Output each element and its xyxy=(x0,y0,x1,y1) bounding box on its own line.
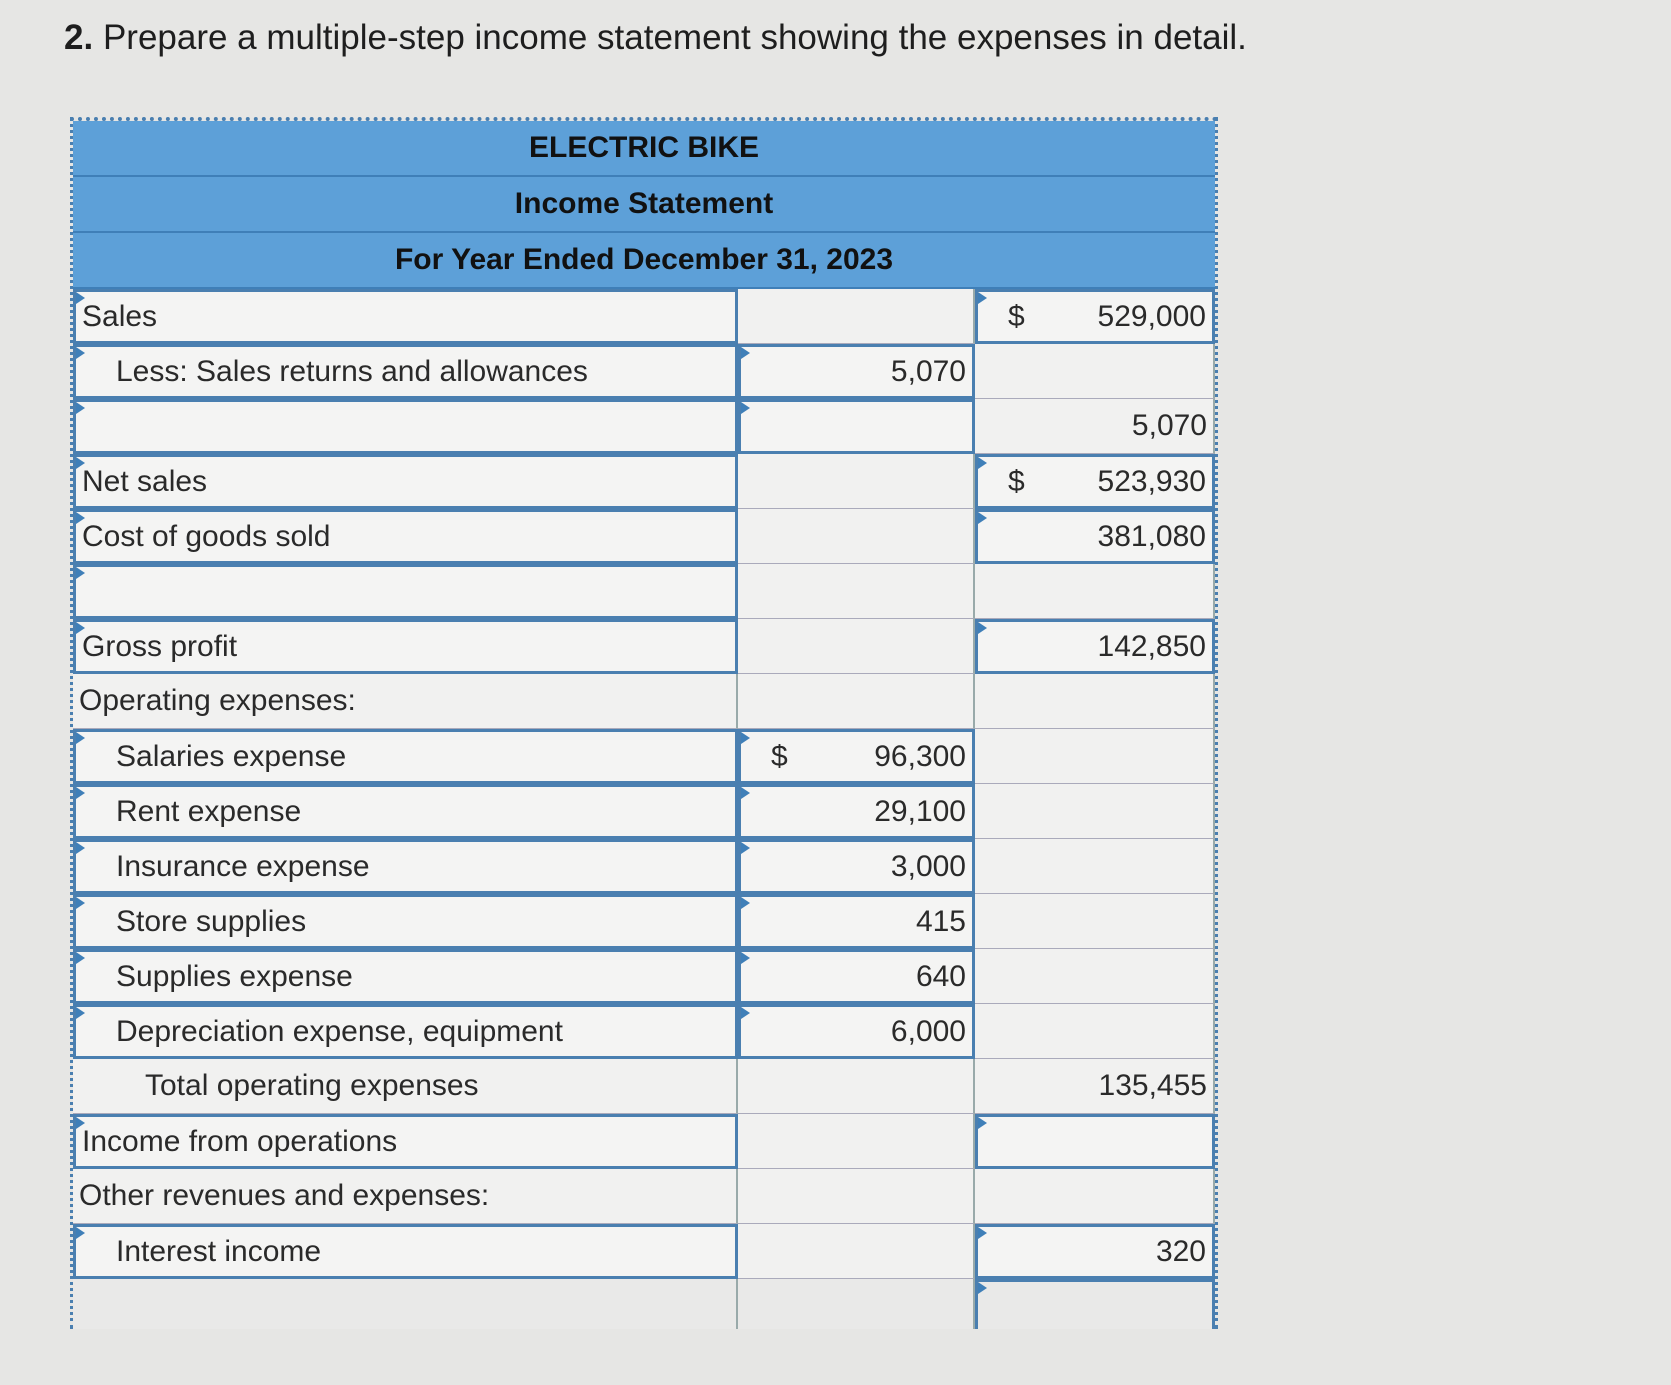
label-cell-text: Supplies expense xyxy=(116,959,353,993)
total-cell xyxy=(975,1169,1215,1224)
dollar-sign: $ xyxy=(771,739,788,773)
label-cell-text: Insurance expense xyxy=(116,849,370,883)
total-cell-text: 381,080 xyxy=(1097,519,1206,553)
question-text: Prepare a multiple-step income statement showing the expenses in detail. xyxy=(102,18,1247,57)
total-cell[interactable] xyxy=(975,289,1215,344)
table-row xyxy=(73,344,1215,399)
amount-cell[interactable] xyxy=(738,1004,975,1059)
label-cell-text: Rent expense xyxy=(116,794,302,828)
label-cell-text: Total operating expenses xyxy=(145,1069,479,1102)
total-cell xyxy=(975,344,1215,399)
table-row xyxy=(73,564,1215,619)
amount-cell[interactable] xyxy=(738,839,975,894)
amount-cell xyxy=(738,289,975,344)
label-cell-text: Depreciation expense, equipment xyxy=(116,1014,563,1048)
total-cell[interactable] xyxy=(975,619,1215,674)
amount-cell-text: 5,070 xyxy=(890,354,966,388)
amount-cell[interactable] xyxy=(738,729,975,784)
total-cell xyxy=(975,399,1215,454)
amount-cell-text: 29,100 xyxy=(874,794,966,828)
label-cell xyxy=(73,1059,738,1114)
table-row xyxy=(73,894,1215,949)
total-cell-text: 142,850 xyxy=(1097,629,1206,663)
label-cell xyxy=(73,1169,738,1224)
table-row xyxy=(73,949,1215,1004)
label-cell-text: Salaries expense xyxy=(116,739,347,773)
label-cell[interactable] xyxy=(73,564,738,619)
statement-period: For Year Ended December 31, 2023 xyxy=(73,233,1215,289)
table-row xyxy=(73,1004,1215,1059)
label-cell[interactable] xyxy=(73,729,738,784)
table-row xyxy=(73,784,1215,839)
table-row xyxy=(73,729,1215,784)
label-cell-text: Sales xyxy=(82,299,158,333)
label-cell-text: Less: Sales returns and allowances xyxy=(116,354,588,388)
label-cell[interactable] xyxy=(73,1004,738,1059)
table-row xyxy=(73,1224,1215,1279)
amount-cell xyxy=(738,619,975,674)
amount-cell xyxy=(738,509,975,564)
total-cell[interactable] xyxy=(975,454,1215,509)
total-cell[interactable] xyxy=(975,509,1215,564)
label-cell[interactable] xyxy=(73,894,738,949)
label-cell[interactable] xyxy=(73,399,738,454)
total-cell xyxy=(975,1059,1215,1114)
total-cell-text: 320 xyxy=(1155,1234,1206,1268)
amount-cell-text: 415 xyxy=(915,904,966,938)
amount-cell xyxy=(738,564,975,619)
company-name: ELECTRIC BIKE xyxy=(73,121,1215,177)
label-cell[interactable] xyxy=(73,454,738,509)
total-cell[interactable] xyxy=(975,1114,1215,1169)
label-cell[interactable] xyxy=(73,289,738,344)
label-cell-text: Other revenues and expenses: xyxy=(79,1179,490,1212)
label-cell[interactable] xyxy=(73,509,738,564)
total-cell xyxy=(975,1004,1215,1059)
label-cell xyxy=(73,674,738,729)
total-cell xyxy=(975,564,1215,619)
amount-cell[interactable] xyxy=(738,949,975,1004)
amount-cell xyxy=(738,1224,975,1279)
statement-title: Income Statement xyxy=(73,177,1215,233)
amount-cell-text: 96,300 xyxy=(874,739,966,773)
label-cell-text: Operating expenses: xyxy=(79,684,356,717)
label-cell[interactable] xyxy=(73,1114,738,1169)
amount-cell-text: 3,000 xyxy=(890,849,966,883)
table-row xyxy=(73,674,1215,729)
table-row xyxy=(73,1114,1215,1169)
total-cell-text: 135,455 xyxy=(1098,1069,1207,1102)
label-cell-text: Store supplies xyxy=(116,904,307,938)
label-cell[interactable] xyxy=(73,839,738,894)
table-row xyxy=(73,1059,1215,1114)
table-row xyxy=(73,399,1215,454)
total-cell[interactable] xyxy=(975,1224,1215,1279)
label-cell[interactable] xyxy=(73,344,738,399)
amount-cell xyxy=(738,674,975,729)
total-cell xyxy=(975,784,1215,839)
table-row xyxy=(73,454,1215,509)
total-cell-text: 5,070 xyxy=(1131,409,1207,442)
table-row xyxy=(73,289,1215,344)
total-cell xyxy=(975,674,1215,729)
table-row xyxy=(73,619,1215,674)
label-cell[interactable] xyxy=(73,1224,738,1279)
amount-cell[interactable] xyxy=(738,344,975,399)
table-row xyxy=(73,509,1215,564)
amount-cell[interactable] xyxy=(738,784,975,839)
amount-cell xyxy=(738,454,975,509)
label-cell-text: Net sales xyxy=(82,464,208,498)
amount-cell-text: 6,000 xyxy=(890,1014,966,1048)
amount-cell xyxy=(738,1279,975,1329)
total-cell xyxy=(975,839,1215,894)
amount-cell-text: 640 xyxy=(915,959,966,993)
total-input[interactable] xyxy=(975,1279,1215,1329)
amount-cell xyxy=(738,1169,975,1224)
label-cell[interactable] xyxy=(73,619,738,674)
total-cell-text: 523,930 xyxy=(1097,464,1206,498)
label-cell xyxy=(73,1279,738,1329)
amount-cell[interactable] xyxy=(738,399,975,454)
dollar-sign: $ xyxy=(1008,299,1025,333)
amount-cell[interactable] xyxy=(738,894,975,949)
label-cell[interactable] xyxy=(73,949,738,1004)
total-cell-text: 529,000 xyxy=(1097,299,1206,333)
income-statement-table xyxy=(70,117,1218,1329)
total-cell xyxy=(975,729,1215,784)
amount-cell xyxy=(738,1059,975,1114)
label-cell-text: Gross profit xyxy=(82,629,238,663)
question-number: 2. xyxy=(64,18,94,57)
total-cell xyxy=(975,894,1215,949)
dollar-sign: $ xyxy=(1008,464,1025,498)
table-row xyxy=(73,839,1215,894)
label-cell-text: Interest income xyxy=(116,1234,322,1268)
amount-cell xyxy=(738,1114,975,1169)
label-cell[interactable] xyxy=(73,784,738,839)
total-cell xyxy=(975,949,1215,1004)
table-row xyxy=(73,1169,1215,1224)
label-cell-text: Income from operations xyxy=(82,1124,398,1158)
table-row-empty xyxy=(73,1279,1215,1329)
label-cell-text: Cost of goods sold xyxy=(82,519,331,553)
question-prompt xyxy=(64,18,1247,58)
